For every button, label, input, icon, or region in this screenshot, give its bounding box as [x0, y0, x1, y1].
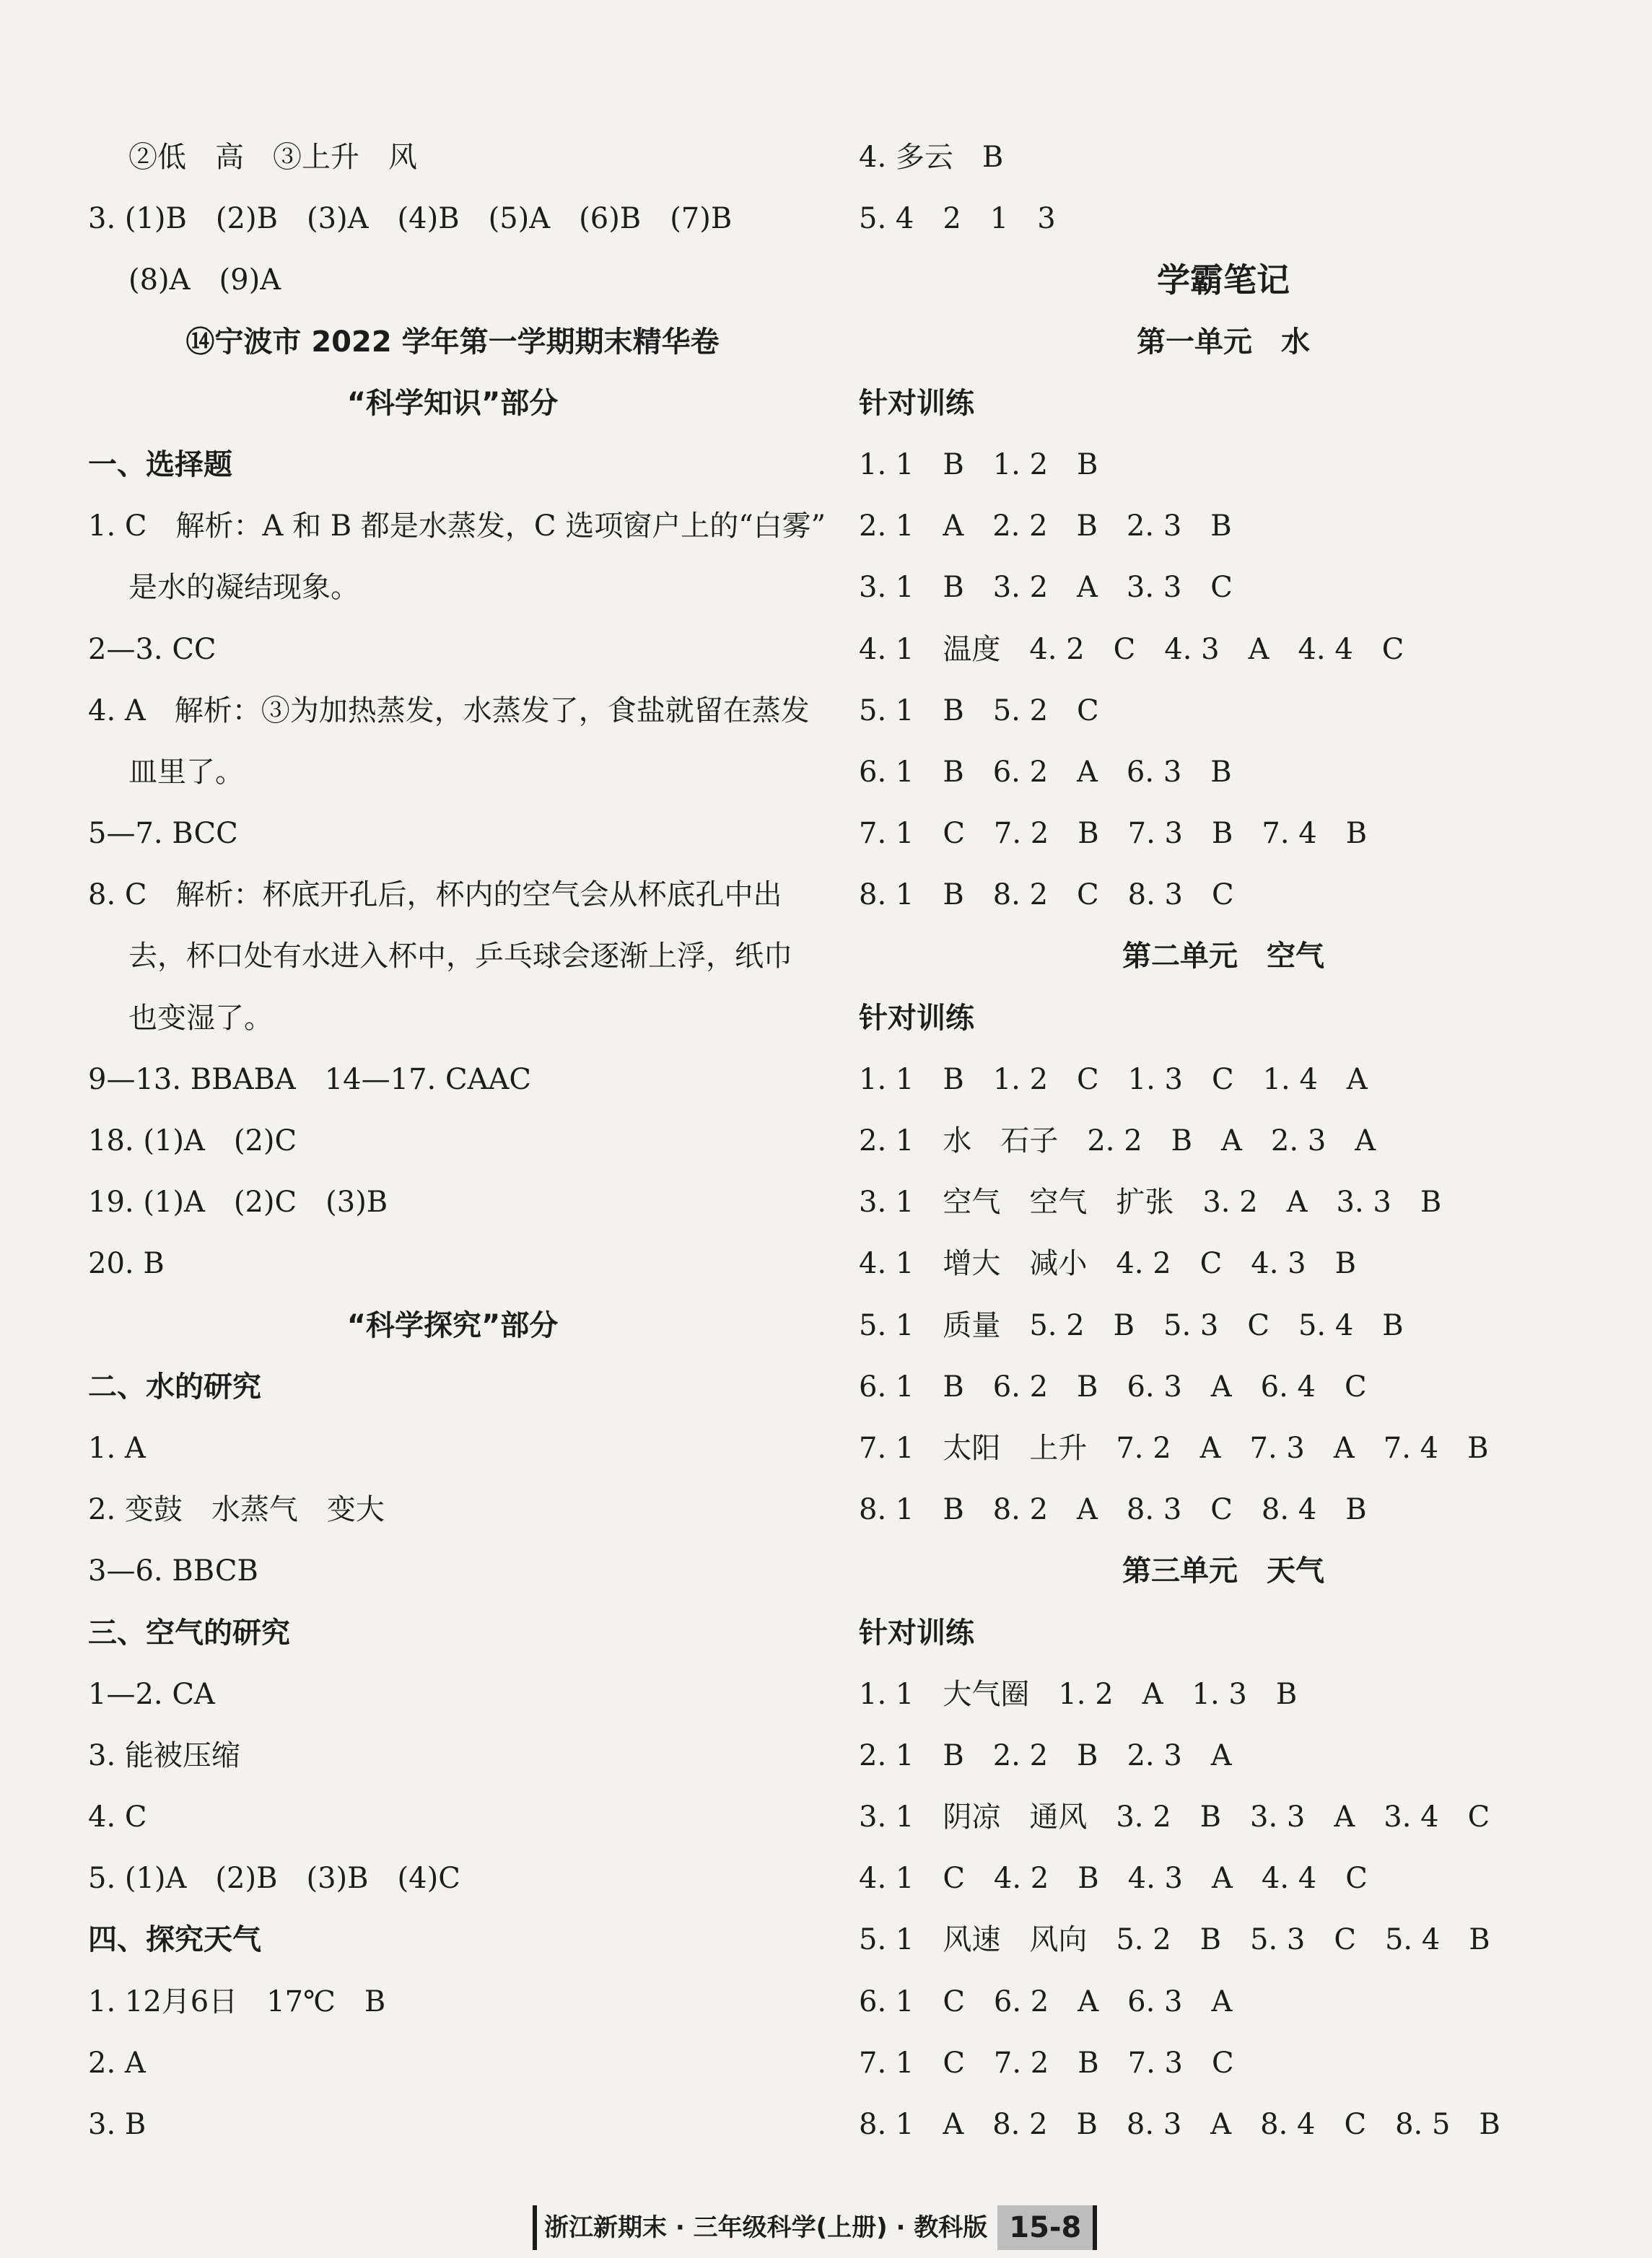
answer-line: 19. (1)A (2)C (3)B: [88, 1186, 388, 1220]
answer-line: 5—7. BCC: [88, 817, 238, 851]
answer-line: 5. 1 风速 风向 5. 2 B 5. 3 C 5. 4 B: [859, 1923, 1490, 1957]
section-heading: 三、空气的研究: [88, 1616, 290, 1650]
left-column: [88, 127, 826, 2156]
footer-book-title: 浙江新期末 · 三年级科学(上册) · 教科版: [544, 2213, 988, 2242]
answer-line: 4. 1 温度 4. 2 C 4. 3 A 4. 4 C: [859, 632, 1404, 666]
answer-line: (8)A (9)A: [128, 263, 281, 297]
page-number: 15-8: [997, 2205, 1097, 2250]
answer-line: 4. 多云 B: [859, 141, 1004, 174]
section-heading: 第二单元 空气: [1122, 940, 1324, 973]
answer-line: 7. 1 C 7. 2 B 7. 3 C: [859, 2046, 1234, 2080]
answer-line: 3. B: [88, 2108, 147, 2141]
answer-line: 4. 1 增大 减小 4. 2 C 4. 3 B: [859, 1247, 1356, 1281]
answer-line: 3—6. BBCB: [88, 1554, 258, 1588]
answer-line: 18. (1)A (2)C: [88, 1124, 297, 1158]
answer-line: 2. A: [88, 2046, 146, 2080]
answer-line: 2. 1 A 2. 2 B 2. 3 B: [859, 509, 1232, 543]
answer-line: 1. 1 大气圈 1. 2 A 1. 3 B: [859, 1677, 1298, 1711]
section-heading: “科学知识”部分: [346, 386, 559, 420]
answer-line: 8. 1 B 8. 2 A 8. 3 C 8. 4 B: [859, 1493, 1367, 1527]
answer-line: 3. 1 B 3. 2 A 3. 3 C: [859, 571, 1233, 605]
answer-line: 1. 1 B 1. 2 B: [859, 447, 1098, 481]
answer-line: 8. 1 A 8. 2 B 8. 3 A 8. 4 C 8. 5 B: [859, 2108, 1500, 2141]
answer-line: 1. 12月6日 17℃ B: [88, 1984, 386, 2018]
answer-line: 3. 1 阴凉 通风 3. 2 B 3. 3 A 3. 4 C: [859, 1800, 1490, 1834]
answer-line: 1. A: [88, 1431, 146, 1465]
section-heading: 针对训练: [859, 1001, 974, 1035]
answer-line: 1. C 解析：A 和 B 都是水蒸发，C 选项窗户上的“白雾”: [88, 509, 826, 543]
section-heading: 四、探究天气: [88, 1923, 261, 1957]
answer-line: 3. (1)B (2)B (3)A (4)B (5)A (6)B (7)B: [88, 202, 733, 236]
answer-line: 6. 1 B 6. 2 A 6. 3 B: [859, 755, 1232, 789]
answer-line: 20. B: [88, 1247, 165, 1281]
answer-line: 8. C 解析：杯底开孔后，杯内的空气会从杯底孔中出: [88, 878, 782, 912]
right-column: [859, 127, 1588, 2156]
section-heading: ⑭宁波市 2022 学年第一学期期末精华卷: [185, 325, 720, 359]
answer-line: 6. 1 C 6. 2 A 6. 3 A: [859, 1984, 1233, 2018]
answer-line: 2—3. CC: [88, 632, 217, 666]
answer-line: 5. 1 B 5. 2 C: [859, 693, 1099, 727]
answer-line: 1. 1 B 1. 2 C 1. 3 C 1. 4 A: [859, 1062, 1368, 1096]
answer-line: 5. (1)A (2)B (3)B (4)C: [88, 1862, 460, 1896]
answer-line: 9—13. BBABA 14—17. CAAC: [88, 1062, 531, 1096]
answer-line: 3. 1 空气 空气 扩张 3. 2 A 3. 3 B: [859, 1186, 1442, 1220]
answer-line: 4. A 解析：③为加热蒸发，水蒸发了，食盐就留在蒸发: [88, 693, 810, 727]
answer-line: 2. 变鼓 水蒸气 变大: [88, 1493, 385, 1527]
answer-line: 3. 能被压缩: [88, 1738, 240, 1772]
answer-line: 2. 1 水 石子 2. 2 B A 2. 3 A: [859, 1124, 1376, 1158]
answer-line: 皿里了。: [128, 755, 244, 789]
page-footer: [533, 2205, 1097, 2250]
answer-line: 是水的凝结现象。: [128, 571, 359, 605]
answer-line: 5. 4 2 1 3: [859, 202, 1056, 236]
section-heading: 针对训练: [859, 386, 974, 420]
answer-line: 2. 1 B 2. 2 B 2. 3 A: [859, 1738, 1232, 1772]
answer-line: ②低 高 ③上升 风: [128, 141, 417, 174]
answer-line: 也变湿了。: [128, 1001, 273, 1035]
footer-rule: [533, 2205, 537, 2250]
section-heading: 学霸笔记: [1157, 261, 1290, 300]
section-heading: 一、选择题: [88, 447, 232, 481]
section-heading: “科学探究”部分: [346, 1308, 559, 1342]
section-heading: 针对训练: [859, 1616, 974, 1650]
answer-line: 8. 1 B 8. 2 C 8. 3 C: [859, 878, 1234, 912]
answer-line: 1—2. CA: [88, 1677, 215, 1711]
section-heading: 第三单元 天气: [1122, 1554, 1324, 1588]
section-heading: 第一单元 水: [1137, 325, 1310, 359]
answer-line: 7. 1 C 7. 2 B 7. 3 B 7. 4 B: [859, 817, 1368, 851]
answer-line: 4. C: [88, 1800, 147, 1834]
section-heading: 二、水的研究: [88, 1370, 261, 1404]
answer-line: 7. 1 太阳 上升 7. 2 A 7. 3 A 7. 4 B: [859, 1431, 1489, 1465]
answer-line: 去，杯口处有水进入杯中，乒乓球会逐渐上浮，纸巾: [128, 940, 792, 973]
answer-line: 5. 1 质量 5. 2 B 5. 3 C 5. 4 B: [859, 1308, 1404, 1342]
answer-line: 4. 1 C 4. 2 B 4. 3 A 4. 4 C: [859, 1862, 1368, 1896]
answer-line: 6. 1 B 6. 2 B 6. 3 A 6. 4 C: [859, 1370, 1367, 1404]
